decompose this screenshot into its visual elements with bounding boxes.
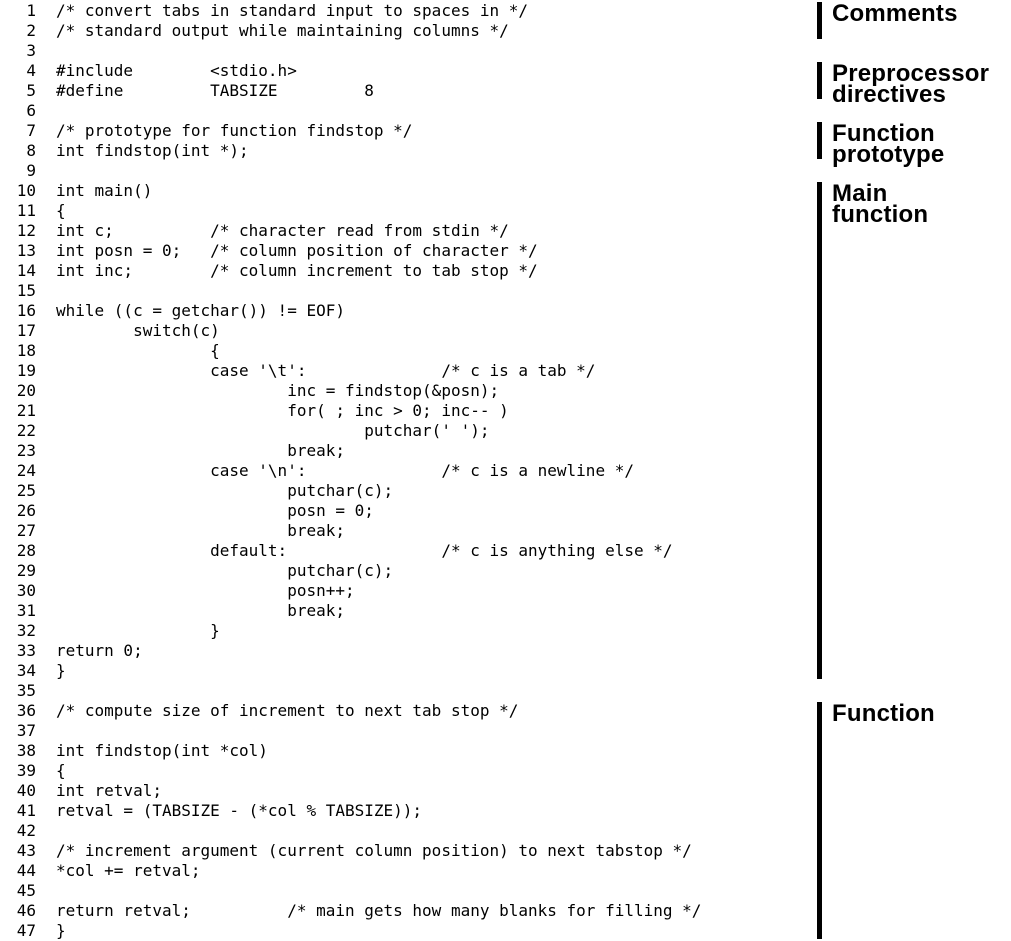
line-number: 3 xyxy=(26,41,36,60)
line-number: 23 xyxy=(16,441,36,460)
code-text: switch(c) xyxy=(56,321,220,340)
line-number: 41 xyxy=(16,801,36,820)
line-number: 44 xyxy=(16,861,36,880)
line-number: 31 xyxy=(16,601,36,620)
code-text: int c; /* character read from stdin */ xyxy=(56,221,509,240)
code-text: /* increment argument (current column position) to next tabstop */ xyxy=(56,841,692,860)
line-number: 28 xyxy=(16,541,36,560)
code-text: for( ; inc > 0; inc-- ) xyxy=(56,401,509,420)
code-text: *col += retval; xyxy=(56,861,201,880)
code-text: posn++; xyxy=(56,581,355,600)
annotation-bracket xyxy=(817,182,822,679)
code-text: int posn = 0; /* column position of character */ xyxy=(56,241,538,260)
line-number: 12 xyxy=(16,221,36,240)
annotation-label: Preprocessor directives xyxy=(832,60,990,108)
annotation-bracket xyxy=(817,702,822,939)
line-number: 15 xyxy=(16,281,36,300)
code-text: int main() xyxy=(56,181,153,200)
annotation-label: Function xyxy=(832,700,935,727)
line-number: 37 xyxy=(16,721,36,740)
line-number: 32 xyxy=(16,621,36,640)
line-number: 6 xyxy=(26,101,36,120)
line-number: 34 xyxy=(16,661,36,680)
code-text: #define TABSIZE 8 xyxy=(56,81,374,100)
line-number: 2 xyxy=(26,21,36,40)
line-number: 20 xyxy=(16,381,36,400)
code-text: putchar(' '); xyxy=(56,421,490,440)
code-text: inc = findstop(&posn); xyxy=(56,381,500,400)
code-text: putchar(c); xyxy=(56,561,394,580)
code-text: break; xyxy=(56,521,345,540)
line-number: 19 xyxy=(16,361,36,380)
code-text: /* convert tabs in standard input to spaces in */ xyxy=(56,1,529,20)
line-number: 47 xyxy=(16,921,36,940)
line-number: 5 xyxy=(26,81,36,100)
code-text: putchar(c); xyxy=(56,481,394,500)
line-number: 33 xyxy=(16,641,36,660)
code-text: break; xyxy=(56,601,345,620)
annotation-label: Main function xyxy=(832,180,929,228)
code-text: int findstop(int *); xyxy=(56,141,249,160)
code-text: /* compute size of increment to next tab stop */ xyxy=(56,701,519,720)
line-number: 30 xyxy=(16,581,36,600)
code-text: #include <stdio.h> xyxy=(56,61,297,80)
line-number: 29 xyxy=(16,561,36,580)
line-number: 9 xyxy=(26,161,36,180)
code-text: case '\n': /* c is a newline */ xyxy=(56,461,634,480)
line-number: 1 xyxy=(26,1,36,20)
line-number: 7 xyxy=(26,121,36,140)
code-text: /* prototype for function findstop */ xyxy=(56,121,413,140)
line-number: 17 xyxy=(16,321,36,340)
line-number: 36 xyxy=(16,701,36,720)
line-number: 16 xyxy=(16,301,36,320)
annotation-bracket xyxy=(817,122,822,159)
line-number: 14 xyxy=(16,261,36,280)
line-number: 24 xyxy=(16,461,36,480)
code-text: retval = (TABSIZE - (*col % TABSIZE)); xyxy=(56,801,423,820)
code-text: default: /* c is anything else */ xyxy=(56,541,673,560)
code-text: return 0; xyxy=(56,641,143,660)
line-number: 38 xyxy=(16,741,36,760)
line-number: 22 xyxy=(16,421,36,440)
annotation-label: Comments xyxy=(832,0,958,27)
line-number: 18 xyxy=(16,341,36,360)
code-text: { xyxy=(56,761,66,780)
code-text: /* standard output while maintaining columns */ xyxy=(56,21,509,40)
code-text: { xyxy=(56,341,220,360)
annotation-label: Function prototype xyxy=(832,120,945,168)
line-number: 21 xyxy=(16,401,36,420)
code-text: while ((c = getchar()) != EOF) xyxy=(56,301,345,320)
line-number: 25 xyxy=(16,481,36,500)
line-number: 13 xyxy=(16,241,36,260)
code-text: int inc; /* column increment to tab stop */ xyxy=(56,261,538,280)
code-text: } xyxy=(56,661,66,680)
code-text: int retval; xyxy=(56,781,162,800)
code-text: } xyxy=(56,921,66,940)
line-number: 11 xyxy=(16,201,36,220)
code-text: posn = 0; xyxy=(56,501,374,520)
line-number: 27 xyxy=(16,521,36,540)
code-text: case '\t': /* c is a tab */ xyxy=(56,361,596,380)
annotation-bracket xyxy=(817,2,822,39)
line-number: 8 xyxy=(26,141,36,160)
line-number: 35 xyxy=(16,681,36,700)
line-number: 46 xyxy=(16,901,36,920)
line-number: 26 xyxy=(16,501,36,520)
line-number: 42 xyxy=(16,821,36,840)
line-number: 39 xyxy=(16,761,36,780)
line-number: 4 xyxy=(26,61,36,80)
annotation-bracket xyxy=(817,62,822,99)
line-number: 43 xyxy=(16,841,36,860)
line-number: 10 xyxy=(16,181,36,200)
code-text: int findstop(int *col) xyxy=(56,741,268,760)
code-text: } xyxy=(56,621,220,640)
code-text: return retval; /* main gets how many blanks for filling */ xyxy=(56,901,702,920)
line-number: 40 xyxy=(16,781,36,800)
line-number: 45 xyxy=(16,881,36,900)
code-text: break; xyxy=(56,441,345,460)
code-text: { xyxy=(56,201,66,220)
